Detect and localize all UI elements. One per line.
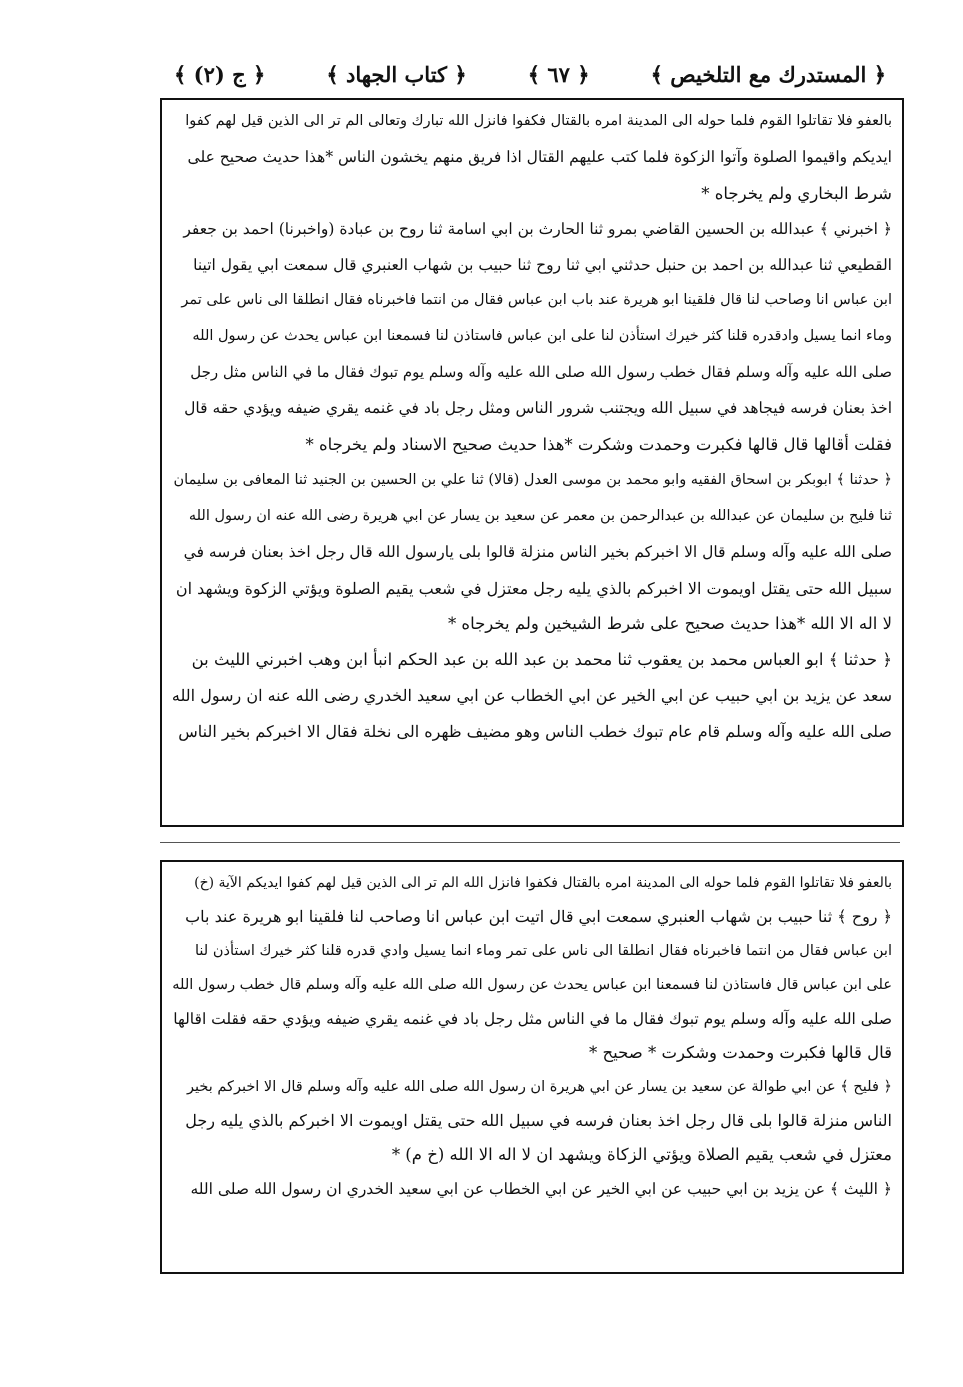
text-line: ﴿ حدثنا ﴾ ابوبكر بن اسحاق الفقيه وابو محمد بن موسى العدل (قالا) ثنا علي بن الحسين بن الجنيد ثنا المعافى بن سليمان [173, 471, 892, 488]
header-book-title: ﴿ المستدرك مع التلخيص ﴾ [650, 61, 886, 87]
header-chapter-title: ﴿ كتاب الجهاد ﴾ [326, 61, 467, 87]
footnote-line: ﴿ روح ﴾ ثنا حبيب بن شهاب العنبري سمعت ابي قال اتيت ابن عباس انا وصاحب لنا فلقينا ابو هريرة عند باب [185, 907, 892, 926]
footnote-line: ﴿ الليث ﴾ عن يزيد بن ابي حبيب عن ابي الخير عن ابي الخطاب عن ابي سعيد الخدري ان رسول الله صلى الله [190, 1180, 892, 1198]
text-line: فقلت أقالها قال قالها فكبرت وحمدت وشكرت *هذا حديث صحيح الاسناد ولم يخرجاه * [305, 435, 892, 455]
text-line: ﴿ اخبرني ﴾ عبدالله بن الحسين القاضي بمرو ثنا الحارث بن ابي اسامة ثنا روح بن عبادة (واخبرنا) احمد بن جعفر [183, 219, 892, 238]
header-page-number: ﴿ ٦٧ ﴾ [527, 61, 590, 87]
text-line: وماء انما يسيل وادقدره قلنا كثر خيرك استأذن لنا على ابن عباس فاستاذن لنا فسمعنا ابن عباس يحدث عن رسول الله [192, 328, 892, 345]
footnote-line: الناس منزلة قالوا بلى قال رجل اخذ بعنان فرسه في سبيل الله حتى يقتل اويموت الا اخبركم بالذي يليه رجل [185, 1111, 892, 1130]
text-line: ايديكم واقيموا الصلوة وآتوا الزكوة فلما كتب عليهم القتال اذا فريق منهم يخشون الناس *هذا حديث صحيح على [187, 147, 892, 166]
page-header [160, 50, 900, 98]
main-text-block [160, 98, 904, 827]
footnote-block [160, 860, 904, 1274]
text-line: سعد عن يزيد بن ابي حبيب عن ابي الخير عن ابي الخطاب عن ابي سعيد الخدري رضى الله عنه ان رسول الله [172, 686, 892, 706]
footnote-line: قال قالها فكبرت وحمدت وشكرت * صحيح * [588, 1043, 892, 1062]
text-line: صلى الله عليه وآله وسلم فقال خطب رسول الله صلى الله عليه وآله وسلم يوم تبوك فقال ما في الناس مثل رجل [190, 363, 892, 382]
text-line: شرط البخاري ولم يخرجاه * [701, 183, 892, 203]
text-line: صلى الله عليه وآله وسلم قال الا اخبركم بخير الناس منزلة قالوا بلى يارسول الله قال رجل اخذ بعنان فرسه في [183, 542, 892, 561]
text-line: اخذ بعنان فرسه فيجاهد في سبيل الله ويجتنب شرور الناس ومثل رجل باد في غنمه يقري ضيفه ويؤدي حقه قال [184, 399, 892, 418]
footnote-line: بالعفو فلا تقاتلوا القوم فلما حوله الى المدينة امره بالقتال فكفوا فانزل الله الم تر الى الذين قيل لهم كفوا ايديكم الآية (خ) [194, 875, 892, 891]
footnote-lines [162, 862, 902, 1210]
footnote-line: معتزل في شعب يقيم الصلاة ويؤتي الزكاة ويشهد ان لا اله الا الله (خ م) * [391, 1145, 892, 1164]
text-line: بالعفو فلا تقاتلوا القوم فلما حوله الى المدينة امره بالقتال فكفوا فانزل الله تبارك وتعالى الم تر الى الذين قيل لهم كفوا [185, 113, 892, 129]
main-text-lines [162, 100, 902, 754]
text-line: ابن عباس انا وصاحب لنا قال فلقينا ابو هريرة عند باب ابن عباس فقال من انتما فاخبرناه فقال انطلقا الى ناس على تمر [181, 292, 892, 309]
text-line: سبيل الله حتى يقتل اويموت الا اخبركم بالذي يليه رجل معتزل في شعب يقيم الصلوة ويؤتي الزكوة ويشهد ان [175, 578, 892, 598]
divider [160, 842, 900, 843]
text-line: ﴿ حدثنا ﴾ ابو العباس محمد بن يعقوب ثنا محمد بن عبد الله بن عبد الحكم انبأ ابن وهب اخبرني الليث بن [191, 650, 892, 670]
text-line: القطيعي ثنا عبدالله بن احمد بن حنبل حدثني ابي ثنا روح ثنا حبيب بن شهاب العنبري قال سمعت ابي يقول اتينا [193, 255, 892, 274]
text-line: لا اله الا الله *هذا حديث صحيح على شرط الشيخين ولم يخرجاه * [447, 614, 892, 634]
text-line: صلى الله عليه وآله وسلم قام عام تبوك خطب الناس وهو مضيف ظهره الى نخلة فقال الا اخبركم بخير الناس [178, 722, 892, 742]
footnote-line: ﴿ فليح ﴾ عن ابي طوالة عن سعيد بن يسار عن ابي هريرة ان رسول الله صلى الله عليه وآله وسلم قال الا اخبركم بخير [187, 1079, 892, 1095]
footnote-line: صلى الله عليه وآله وسلم يوم تبوك فقال ما في الناس مثل رجل باد في غنمه يقري ضيفه ويؤدي حقه فقلت اقالها [173, 1010, 892, 1028]
text-line: ثنا فليح بن سليمان عن عبدالله بن عبدالرحمن بن معمر عن سعيد بن يسار عن ابي هريرة رضى الله عنه ان رسول الله [188, 507, 892, 524]
header-volume: ﴿ ج (٢) ﴾ [174, 61, 266, 87]
footnote-line: على ابن عباس قال فاستاذن لنا فسمعنا ابن عباس يحدث عن رسول الله صلى الله عليه وآله وسلم قال خطب رسول الله [172, 977, 892, 993]
footnote-line: ابن عباس فقال من انتما فاخبرناه فقال انطلقا الى ناس على تمر وماء انما يسيل وادي قدره قلنا كثر خيرك استأذن لنا [195, 943, 892, 959]
